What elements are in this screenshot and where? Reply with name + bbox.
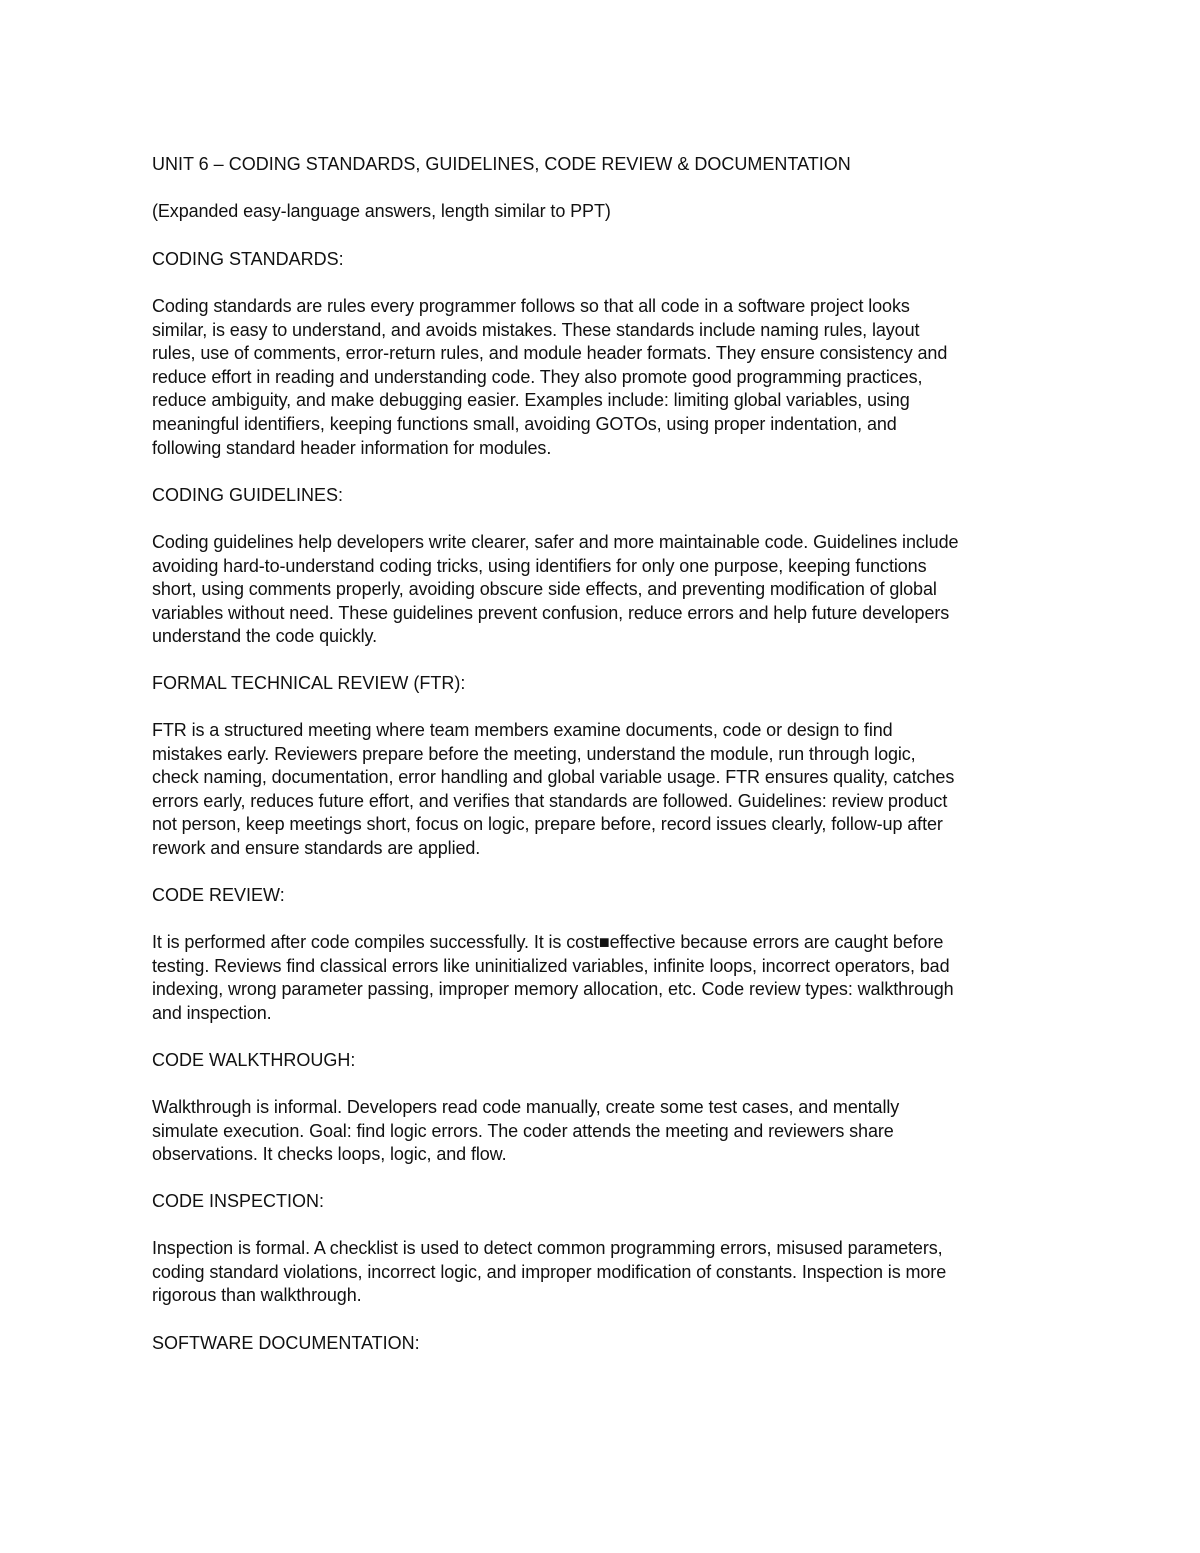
section-heading-code-inspection: CODE INSPECTION: xyxy=(152,1191,325,1211)
section-body-code-inspection: Inspection is formal. A checklist is used to detect common programming errors, misused parameters, coding standard violations, incorrect logic, and improper modification of constants. Inspection is more rigorous than walkthrough. xyxy=(152,1238,947,1306)
section-body-ftr: FTR is a structured meeting where team members examine documents, code or design to find mistakes early. Reviewers prepare before the meeting, understand the module, run through logic, check naming, documentation, error handling and global variable usage. FTR ensures quality, catches errors early, reduces future effort, and verifies that standards are followed. Guidelines: review product not person, keep meetings short, focus on logic, prepare before, record issues clearly, follow-up after rework and ensure standards are applied. xyxy=(152,720,955,858)
document-subtitle: (Expanded easy-language answers, length similar to PPT) xyxy=(152,201,611,221)
section-body-code-walkthrough: Walkthrough is informal. Developers read code manually, create some test cases, and mentally simulate execution. Goal: find logic errors. The coder attends the meeting and reviewers share observations. It checks loops, logic, and flow. xyxy=(152,1097,900,1165)
document-title: UNIT 6 – CODING STANDARDS, GUIDELINES, CODE REVIEW & DOCUMENTATION xyxy=(152,154,851,174)
section-body-coding-standards: Coding standards are rules every programmer follows so that all code in a software project looks similar, is easy to understand, and avoids mistakes. These standards include naming rules, layout rules, use of comments, error-return rules, and module header formats. They ensure consistency and reduce effort in reading and understanding code. They also promote good programming practices, reduce ambiguity, and make debugging easier. Examples include: limiting global variables, using meaningful identifiers, keeping functions small, avoiding GOTOs, using proper indentation, and following standard header information for modules. xyxy=(152,296,948,458)
section-body-code-review: It is performed after code compiles successfully. It is cost■effective because errors are caught before testing. Reviews find classical errors like uninitialized variables, infinite loops, incorrect operators, bad indexing, wrong parameter passing, improper memory allocation, etc. Code review types: walkthrough and inspection. xyxy=(152,932,954,1023)
section-heading-code-review: CODE REVIEW: xyxy=(152,885,285,905)
section-heading-coding-guidelines: CODING GUIDELINES: xyxy=(152,485,344,505)
section-heading-software-documentation: SOFTWARE DOCUMENTATION: xyxy=(152,1333,420,1353)
section-heading-ftr: FORMAL TECHNICAL REVIEW (FTR): xyxy=(152,673,466,693)
section-heading-coding-standards: CODING STANDARDS: xyxy=(152,249,344,269)
section-body-coding-guidelines: Coding guidelines help developers write clearer, safer and more maintainable code. Guidelines include avoiding hard-to-understand coding tricks, using identifiers for only one purpose, keeping functions short, using comments properly, avoiding obscure side effects, and preventing modification of global variables without need. These guidelines prevent confusion, reduce errors and help future developers understand the code quickly. xyxy=(152,532,959,647)
section-heading-code-walkthrough: CODE WALKTHROUGH: xyxy=(152,1050,356,1070)
